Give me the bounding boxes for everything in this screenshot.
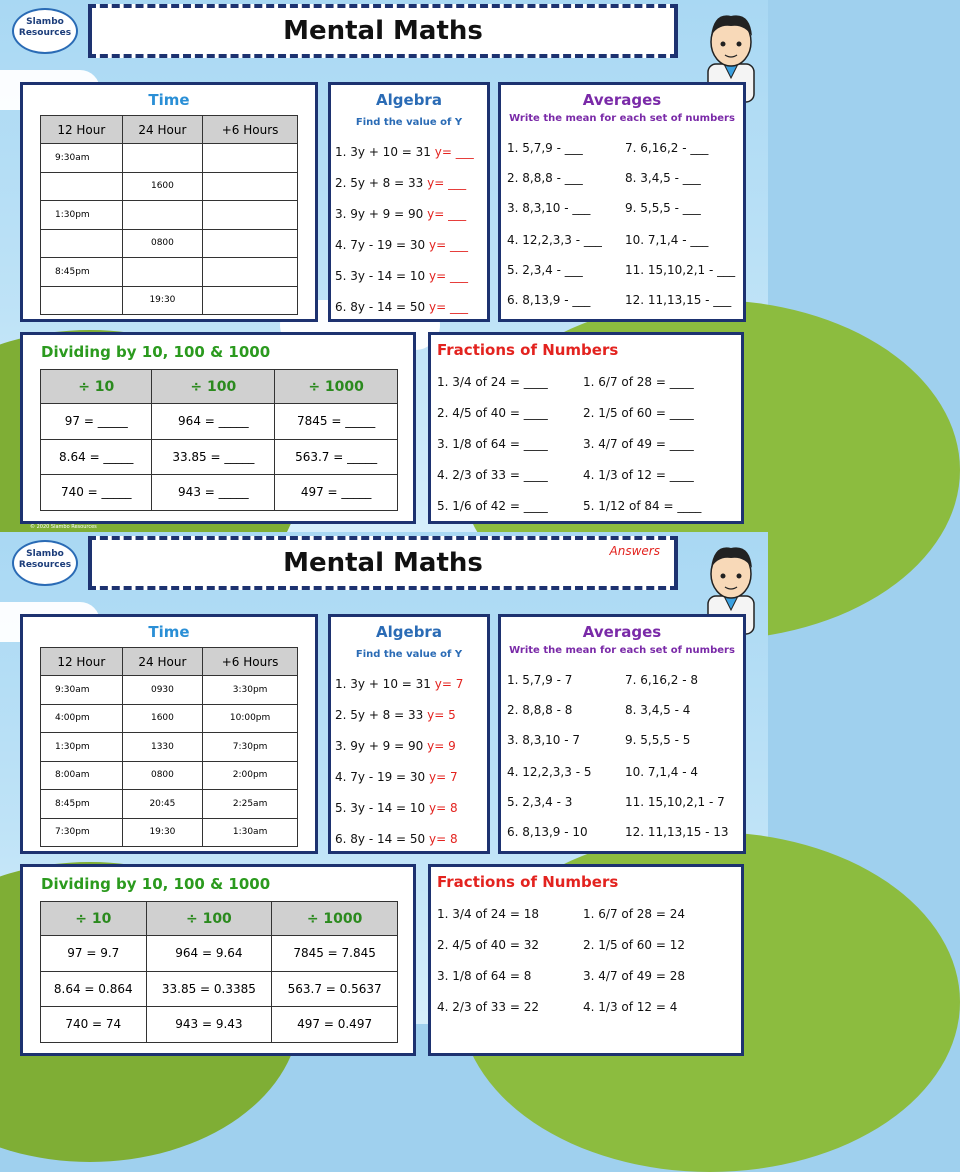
fractions-question: 3. 1/8 of 64 = ____: [437, 437, 548, 451]
table-row: [41, 286, 298, 315]
dividing-cell: 943 = 9.43: [146, 1007, 272, 1043]
logo: [12, 8, 78, 54]
dividing-title: Dividing by 10, 100 & 1000: [41, 875, 271, 893]
dividing-header: ÷ 100: [146, 902, 272, 936]
dividing-header: ÷ 10: [41, 370, 152, 404]
averages-answer: 11. 15,10,2,1 - 7: [625, 795, 725, 809]
dividing-table: [40, 901, 398, 1043]
algebra-answer: 3. 9y + 9 = 90 y= 9: [335, 739, 456, 753]
dividing-cell: 740 = _____: [41, 475, 152, 511]
time-cell: 3:30pm: [203, 676, 298, 705]
fractions-answer: 3. 1/8 of 64 = 8: [437, 969, 532, 983]
averages-question: 5. 2,3,4 - ___: [507, 263, 583, 277]
time-panel: [20, 82, 318, 322]
time-title: Time: [148, 623, 190, 641]
dividing-cell: 497 = _____: [275, 475, 398, 511]
algebra-title: Algebra: [376, 623, 442, 641]
table-row: [41, 733, 298, 762]
dividing-title: Dividing by 10, 100 & 1000: [41, 343, 271, 361]
time-cell: [122, 258, 203, 287]
dividing-cell: 97 = 9.7: [41, 936, 147, 972]
time-cell: [203, 258, 298, 287]
worksheet-questions: [0, 0, 768, 532]
time-cell: 1:30pm: [41, 201, 123, 230]
averages-question: 4. 12,2,3,3 - ___: [507, 233, 602, 247]
averages-subtitle: Write the mean for each set of numbers: [509, 645, 735, 656]
time-cell: 20:45: [122, 790, 203, 819]
averages-question: 12. 11,13,15 - ___: [625, 293, 732, 307]
fractions-answer: 2. 4/5 of 40 = 32: [437, 938, 539, 952]
averages-question: 3. 8,3,10 - ___: [507, 201, 591, 215]
time-cell: 0800: [122, 229, 203, 258]
logo-text: Slambo: [26, 549, 64, 559]
averages-question: 2. 8,8,8 - ___: [507, 171, 583, 185]
averages-answer: 3. 8,3,10 - 7: [507, 733, 581, 747]
time-cell: 19:30: [122, 286, 203, 315]
table-row: [41, 761, 298, 790]
algebra-answer: 6. 8y - 14 = 50 y= 8: [335, 832, 458, 846]
logo-text: Resources: [18, 560, 72, 570]
title-banner: [88, 4, 678, 58]
algebra-question: 2. 5y + 8 = 33 y= ___: [335, 176, 467, 190]
table-row: [41, 676, 298, 705]
time-cell: 7:30pm: [203, 733, 298, 762]
page-title: Mental Maths: [283, 16, 483, 46]
fractions-title: Fractions of Numbers: [437, 341, 619, 359]
time-header: +6 Hours: [203, 648, 298, 676]
table-row: [41, 790, 298, 819]
averages-answer: 9. 5,5,5 - 5: [625, 733, 691, 747]
fractions-answer: 4. 2/3 of 33 = 22: [437, 1000, 539, 1014]
dividing-header: ÷ 10: [41, 902, 147, 936]
fractions-question: 2. 1/5 of 60 = ____: [583, 406, 694, 420]
dividing-cell: 33.85 = 0.3385: [146, 971, 272, 1007]
fractions-question: 5. 1/6 of 42 = ____: [437, 499, 548, 513]
time-header: 24 Hour: [122, 648, 203, 676]
table-row: [41, 172, 298, 201]
logo-text: Resources: [18, 28, 72, 38]
time-cell: 0800: [122, 761, 203, 790]
time-cell: 9:30am: [41, 144, 123, 173]
table-row: [41, 818, 298, 847]
dividing-header: ÷ 1000: [275, 370, 398, 404]
algebra-panel: [328, 82, 490, 322]
algebra-question: 4. 7y - 19 = 30 y= ___: [335, 238, 468, 252]
table-row: [41, 258, 298, 287]
time-cell: [203, 229, 298, 258]
time-cell: [41, 286, 123, 315]
table-row: [41, 144, 298, 173]
averages-title: Averages: [582, 623, 662, 641]
time-cell: 2:25am: [203, 790, 298, 819]
averages-question: 7. 6,16,2 - ___: [625, 141, 709, 155]
time-cell: 8:00am: [41, 761, 123, 790]
averages-question: 9. 5,5,5 - ___: [625, 201, 701, 215]
algebra-question: 6. 8y - 14 = 50 y= ___: [335, 300, 468, 314]
time-cell: [122, 201, 203, 230]
table-row: [41, 229, 298, 258]
time-cell: 1330: [122, 733, 203, 762]
time-header: 12 Hour: [41, 116, 123, 144]
averages-answer: 6. 8,13,9 - 10: [507, 825, 588, 839]
dividing-cell: 964 = 9.64: [146, 936, 272, 972]
dividing-panel: [20, 864, 416, 1056]
time-cell: 2:00pm: [203, 761, 298, 790]
time-title: Time: [148, 91, 190, 109]
table-row: [41, 936, 398, 972]
time-cell: [203, 286, 298, 315]
time-cell: 1600: [122, 704, 203, 733]
page-title: Mental Maths: [283, 548, 483, 578]
copyright: © 2020 Slambo Resources: [30, 524, 97, 530]
dividing-header: ÷ 100: [152, 370, 275, 404]
fractions-question: 1. 6/7 of 28 = ____: [583, 375, 694, 389]
fractions-title: Fractions of Numbers: [437, 873, 619, 891]
fractions-question: 3. 4/7 of 49 = ____: [583, 437, 694, 451]
dividing-cell: 943 = _____: [152, 475, 275, 511]
algebra-panel: [328, 614, 490, 854]
time-table: [40, 115, 298, 315]
algebra-subtitle: Find the value of Y: [355, 117, 463, 128]
time-cell: [41, 172, 123, 201]
averages-answer: 12. 11,13,15 - 13: [625, 825, 729, 839]
time-cell: 7:30pm: [41, 818, 123, 847]
time-table: [40, 647, 298, 847]
averages-subtitle: Write the mean for each set of numbers: [509, 113, 735, 124]
dividing-cell: 497 = 0.497: [272, 1007, 398, 1043]
time-cell: [41, 229, 123, 258]
averages-question: 11. 15,10,2,1 - ___: [625, 263, 736, 277]
time-header: 24 Hour: [122, 116, 203, 144]
averages-answer: 4. 12,2,3,3 - 5: [507, 765, 592, 779]
answers-label: Answers: [609, 544, 660, 558]
dividing-table: [40, 369, 398, 511]
fractions-answer: 2. 1/5 of 60 = 12: [583, 938, 685, 952]
dividing-header: ÷ 1000: [272, 902, 398, 936]
table-row: [41, 201, 298, 230]
averages-answer: 2. 8,8,8 - 8: [507, 703, 573, 717]
time-cell: 8:45pm: [41, 258, 123, 287]
table-row: [41, 1007, 398, 1043]
time-header: 12 Hour: [41, 648, 123, 676]
algebra-answer: 1. 3y + 10 = 31 y= 7: [335, 677, 464, 691]
averages-panel: [498, 614, 746, 854]
dividing-panel: [20, 332, 416, 524]
fractions-question: 1. 3/4 of 24 = ____: [437, 375, 548, 389]
table-row: [41, 404, 398, 440]
worksheet-answers: [0, 532, 768, 1032]
time-header: +6 Hours: [203, 116, 298, 144]
time-cell: [203, 144, 298, 173]
dividing-cell: 7845 = 7.845: [272, 936, 398, 972]
time-cell: 19:30: [122, 818, 203, 847]
fractions-answer: 1. 3/4 of 24 = 18: [437, 907, 539, 921]
title-banner: [88, 536, 678, 590]
fractions-answer: 3. 4/7 of 49 = 28: [583, 969, 685, 983]
time-cell: 9:30am: [41, 676, 123, 705]
algebra-answer: 5. 3y - 14 = 10 y= 8: [335, 801, 458, 815]
dividing-cell: 8.64 = 0.864: [41, 971, 147, 1007]
fractions-answer: 1. 6/7 of 28 = 24: [583, 907, 685, 921]
dividing-cell: 8.64 = _____: [41, 439, 152, 475]
averages-question: 8. 3,4,5 - ___: [625, 171, 701, 185]
logo: [12, 540, 78, 586]
time-cell: [203, 172, 298, 201]
fractions-answer: 4. 1/3 of 12 = 4: [583, 1000, 678, 1014]
algebra-answer: 2. 5y + 8 = 33 y= 5: [335, 708, 456, 722]
averages-answer: 10. 7,1,4 - 4: [625, 765, 699, 779]
averages-answer: 1. 5,7,9 - 7: [507, 673, 573, 687]
averages-answer: 8. 3,4,5 - 4: [625, 703, 691, 717]
time-cell: 0930: [122, 676, 203, 705]
algebra-subtitle: Find the value of Y: [355, 649, 463, 660]
averages-panel: [498, 82, 746, 322]
averages-answer: 7. 6,16,2 - 8: [625, 673, 699, 687]
algebra-question: 5. 3y - 14 = 10 y= ___: [335, 269, 468, 283]
table-row: [41, 971, 398, 1007]
fractions-question: 4. 1/3 of 12 = ____: [583, 468, 694, 482]
fractions-panel: [428, 864, 744, 1056]
fractions-question: 4. 2/3 of 33 = ____: [437, 468, 548, 482]
time-cell: 1:30am: [203, 818, 298, 847]
time-cell: 10:00pm: [203, 704, 298, 733]
time-cell: [122, 144, 203, 173]
averages-question: 10. 7,1,4 - ___: [625, 233, 709, 247]
averages-title: Averages: [582, 91, 662, 109]
time-cell: [203, 201, 298, 230]
dividing-cell: 740 = 74: [41, 1007, 147, 1043]
algebra-question: 3. 9y + 9 = 90 y= ___: [335, 207, 467, 221]
averages-question: 6. 8,13,9 - ___: [507, 293, 591, 307]
table-row: [41, 439, 398, 475]
averages-question: 1. 5,7,9 - ___: [507, 141, 583, 155]
table-row: [41, 704, 298, 733]
fractions-panel: [428, 332, 744, 524]
table-row: [41, 475, 398, 511]
time-cell: 4:00pm: [41, 704, 123, 733]
fractions-question: 2. 4/5 of 40 = ____: [437, 406, 548, 420]
time-panel: [20, 614, 318, 854]
dividing-cell: 964 = _____: [152, 404, 275, 440]
time-cell: 1600: [122, 172, 203, 201]
algebra-question: 1. 3y + 10 = 31 y= ___: [335, 145, 474, 159]
algebra-title: Algebra: [376, 91, 442, 109]
time-cell: 8:45pm: [41, 790, 123, 819]
dividing-cell: 563.7 = _____: [275, 439, 398, 475]
dividing-cell: 97 = _____: [41, 404, 152, 440]
averages-answer: 5. 2,3,4 - 3: [507, 795, 573, 809]
dividing-cell: 33.85 = _____: [152, 439, 275, 475]
algebra-answer: 4. 7y - 19 = 30 y= 7: [335, 770, 458, 784]
dividing-cell: 7845 = _____: [275, 404, 398, 440]
time-cell: 1:30pm: [41, 733, 123, 762]
dividing-cell: 563.7 = 0.5637: [272, 971, 398, 1007]
logo-text: Slambo: [26, 17, 64, 27]
fractions-question: 5. 1/12 of 84 = ____: [583, 499, 702, 513]
